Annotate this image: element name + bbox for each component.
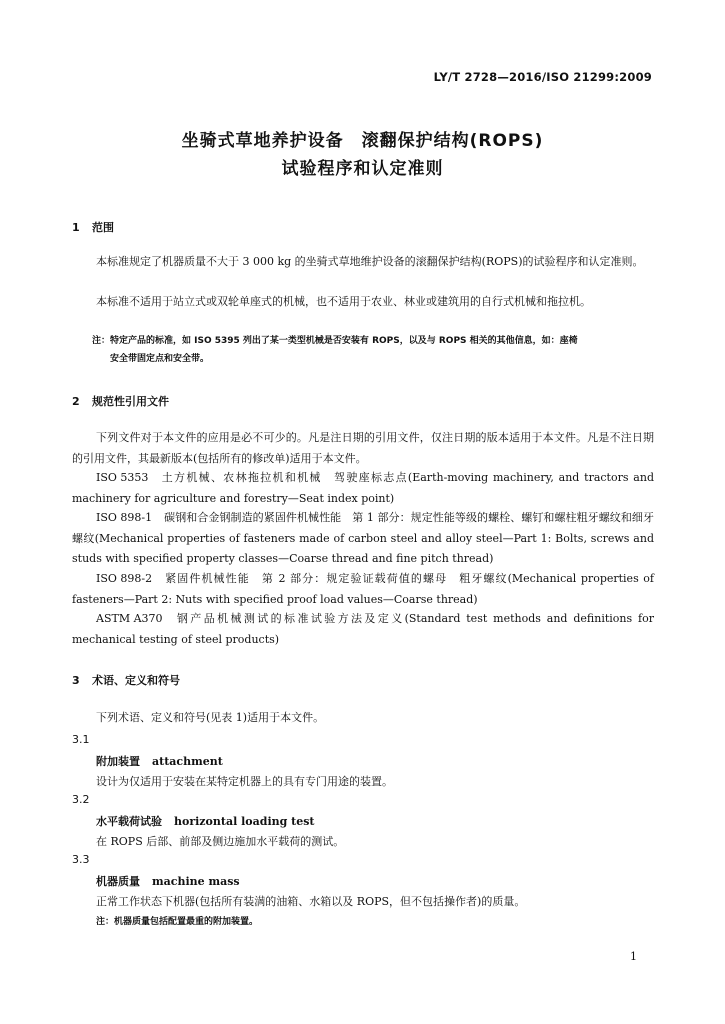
section-number: 3: [72, 674, 80, 687]
term-heading: [96, 813, 315, 829]
reference-item: [72, 468, 654, 509]
reference-title: 土方机械、农林拖拉机和机械 驾驶座标志点(Earth-moving machinery, and tractors and machinery for agriculture and forestry—Seat index point): [72, 471, 654, 505]
reference-title: 紧固件机械性能 第 2 部分：规定验证载荷值的螺母 粗牙螺纹(Mechanical properties of fasteners—Part 2: Nuts with specified proof load values—Coarse thread): [72, 572, 654, 606]
section-2-intro: 下列文件对于本文件的应用是必不可少的。凡是注日期的引用文件，仅注日期的版本适用于本文件。凡是不注日期的引用文件，其最新版本(包括所有的修改单)适用于本文件。: [72, 431, 654, 465]
document-title-line-2: 试验程序和认定准则: [281, 159, 444, 179]
term-heading: [96, 753, 223, 769]
term-zh: 水平载荷试验: [96, 815, 162, 828]
section-number: 2: [72, 395, 80, 408]
section-1-paragraph-1: 本标准规定了机器质量不大于 3 000 kg 的坐骑式草地维护设备的滚翻保护结构(ROPS)的试验程序和认定准则。: [96, 255, 644, 268]
reference-item: [72, 609, 654, 650]
standard-code: LY/T 2728—2016/ISO 21299:2009: [433, 70, 652, 84]
reference-title: 钢产品机械测试的标准试验方法及定义(Standard test methods and definitions for mechanical testing of steel products): [72, 612, 654, 646]
term-definition: 正常工作状态下机器(包括所有装满的油箱、水箱以及 ROPS，但不包括操作者)的质量。: [96, 895, 526, 908]
section-title: 规范性引用文件: [92, 395, 169, 408]
section-2-heading: [72, 393, 169, 409]
section-number: 1: [72, 221, 80, 234]
reference-item: [72, 508, 654, 570]
term-en: attachment: [152, 755, 223, 768]
term-number: 3.3: [72, 853, 90, 866]
section-3-intro: 下列术语、定义和符号(见表 1)适用于本文件。: [96, 711, 325, 724]
reference-item: [72, 569, 654, 610]
term-en: machine mass: [152, 875, 240, 888]
section-title: 范围: [92, 221, 114, 234]
reference-code: ISO 898-1: [96, 511, 153, 524]
page-number: 1: [630, 950, 637, 963]
section-1-paragraph-2: 本标准不适用于站立式或双轮单座式的机械，也不适用于农业、林业或建筑用的自行式机械和拖拉机。: [96, 295, 591, 308]
section-1-heading: [72, 219, 114, 235]
term-heading: [96, 873, 240, 889]
term-number: 3.2: [72, 793, 90, 806]
document-title-line-1: 坐骑式草地养护设备 滚翻保护结构(ROPS): [181, 131, 544, 151]
section-title: 术语、定义和符号: [92, 674, 180, 687]
term-en: horizontal loading test: [174, 815, 315, 828]
section-3-heading: [72, 672, 180, 688]
term-definition: 在 ROPS 后部、前部及侧边施加水平载荷的测试。: [96, 835, 345, 848]
note-line-1: 注：特定产品的标准，如 ISO 5395 列出了某一类型机械是否安装有 ROPS，以及与 ROPS 相关的其他信息，如：座椅: [92, 336, 578, 346]
term-note: 注：机器质量包括配置最重的附加装置。: [96, 917, 259, 927]
section-1-note: [92, 332, 654, 368]
reference-title: 碳钢和合金钢制造的紧固件机械性能 第 1 部分：规定性能等级的螺栓、螺钉和螺柱粗牙螺纹和细牙螺纹(Mechanical properties of fasteners made of carbon steel and alloy steel—Part 1: Bolts, screws and studs with specified property classes—Coarse thread and fine pitch thread): [72, 511, 654, 565]
term-zh: 机器质量: [96, 875, 140, 888]
term-zh: 附加装置: [96, 755, 140, 768]
term-definition: 设计为仅适用于安装在某特定机器上的具有专门用途的装置。: [96, 775, 393, 788]
term-number: 3.1: [72, 733, 90, 746]
note-line-2: 安全带固定点和安全带。: [110, 354, 210, 364]
reference-code: ISO 5353: [96, 471, 149, 484]
reference-code: ISO 898-2: [96, 572, 153, 585]
reference-code: ASTM A370: [96, 612, 163, 625]
